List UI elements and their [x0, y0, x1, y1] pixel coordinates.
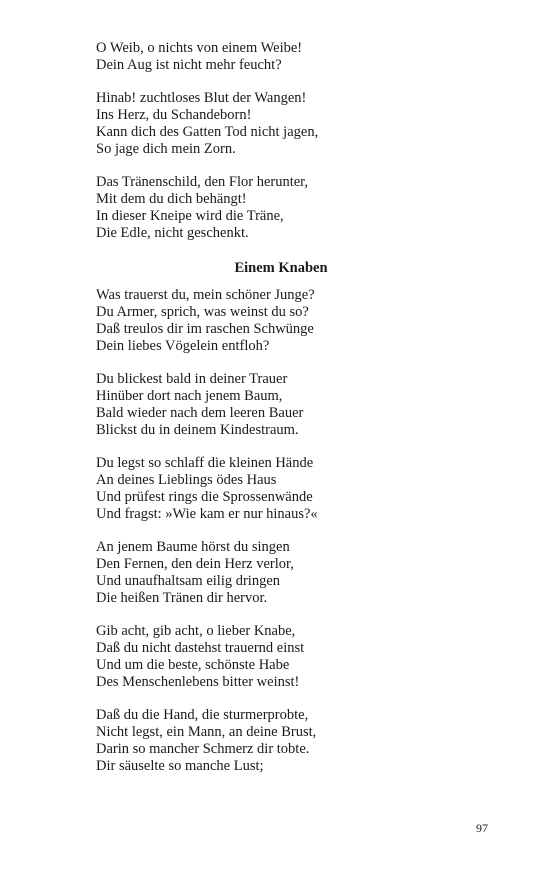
stanza-continuation-1: [96, 40, 456, 74]
stanza-5: [96, 623, 456, 691]
verse-line: Die Edle, nicht geschenkt.: [96, 225, 249, 241]
verse-line: Daß du nicht dastehst trauernd einst: [96, 640, 305, 656]
verse-line: Dein liebes Vögelein entfloh?: [96, 338, 270, 354]
stanza-continuation-2: [96, 90, 456, 158]
stanza-2: [96, 371, 456, 439]
verse-line: Die heißen Tränen dir hervor.: [96, 590, 268, 606]
page-number: 97: [476, 821, 488, 835]
verse-line: Mit dem du dich behängt!: [96, 191, 247, 207]
stanza-4: [96, 539, 456, 607]
verse-line: Und fragst: »Wie kam er nur hinaus?«: [96, 506, 318, 522]
stanza-1: [96, 287, 456, 355]
verse-line: Du Armer, sprich, was weinst du so?: [96, 304, 309, 320]
stanza-3: [96, 455, 456, 523]
verse-line: Darin so mancher Schmerz dir tobte.: [96, 741, 310, 757]
verse-line: Kann dich des Gatten Tod nicht jagen,: [96, 124, 319, 140]
verse-line: So jage dich mein Zorn.: [96, 141, 236, 157]
verse-line: Nicht legst, ein Mann, an deine Brust,: [96, 724, 317, 740]
verse-line: Dein Aug ist nicht mehr feucht?: [96, 57, 282, 73]
page-body: [96, 40, 456, 791]
verse-line: O Weib, o nichts von einem Weibe!: [96, 40, 303, 56]
verse-line: Und um die beste, schönste Habe: [96, 657, 290, 673]
verse-line: Was trauerst du, mein schöner Junge?: [96, 287, 315, 303]
verse-line: Hinüber dort nach jenem Baum,: [96, 388, 283, 404]
poem-title: Einem Knaben: [234, 260, 328, 276]
verse-line: Ins Herz, du Schandeborn!: [96, 107, 252, 123]
verse-line: An deines Lieblings ödes Haus: [96, 472, 277, 488]
verse-line: Blickst du in deinem Kindestraum.: [96, 422, 299, 438]
verse-line: Das Tränenschild, den Flor herunter,: [96, 174, 309, 190]
verse-line: Und unaufhaltsam eilig dringen: [96, 573, 281, 589]
verse-line: In dieser Kneipe wird die Träne,: [96, 208, 284, 224]
verse-line: Dir säuselte so manche Lust;: [96, 758, 264, 774]
verse-line: Du blickest bald in deiner Trauer: [96, 371, 288, 387]
stanza-continuation-3: [96, 174, 456, 242]
verse-line: Daß du die Hand, die sturmerprobte,: [96, 707, 309, 723]
verse-line: Bald wieder nach dem leeren Bauer: [96, 405, 304, 421]
stanza-6: [96, 707, 456, 775]
verse-line: Daß treulos dir im raschen Schwünge: [96, 321, 314, 337]
verse-line: Du legst so schlaff die kleinen Hände: [96, 455, 314, 471]
verse-line: Den Fernen, den dein Herz verlor,: [96, 556, 294, 572]
verse-line: An jenem Baume hörst du singen: [96, 539, 290, 555]
verse-line: Hinab! zuchtloses Blut der Wangen!: [96, 90, 307, 106]
verse-line: Und prüfest rings die Sprossenwände: [96, 489, 313, 505]
verse-line: Des Menschenlebens bitter weinst!: [96, 674, 300, 690]
verse-line: Gib acht, gib acht, o lieber Knabe,: [96, 623, 296, 639]
